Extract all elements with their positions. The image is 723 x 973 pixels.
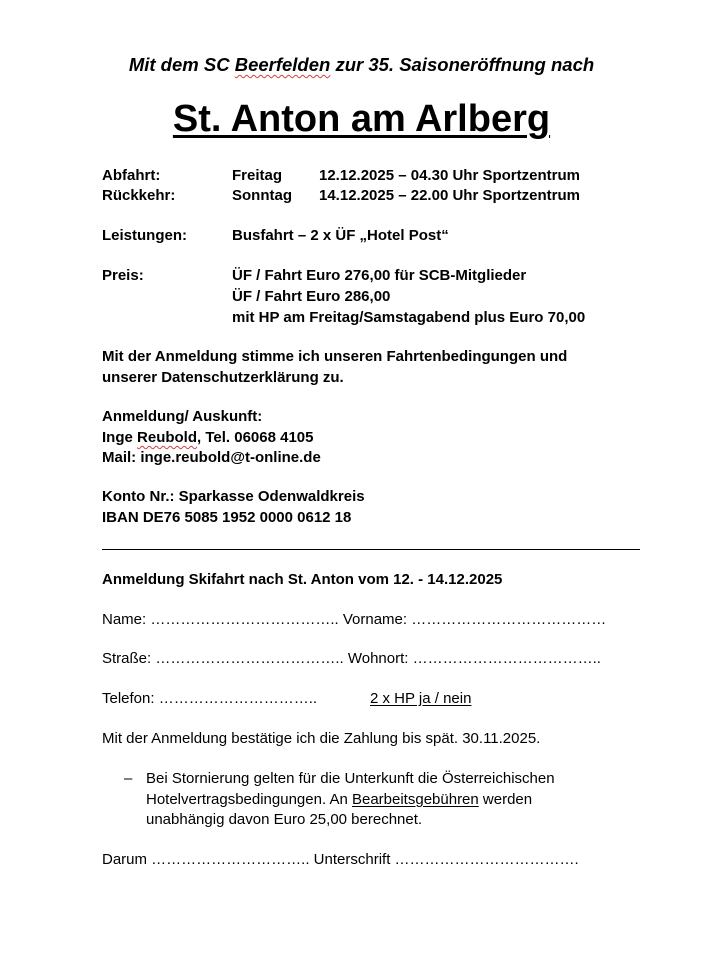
- subtitle-prefix: Mit dem SC: [128, 54, 235, 75]
- signature-line[interactable]: Darum ………………………….. Unterschrift ……………………………….: [102, 851, 579, 868]
- contact-name-phone: [102, 429, 314, 447]
- departure-day: Freitag: [232, 167, 283, 184]
- contact-surname: Reubold: [137, 429, 198, 446]
- return-detail: 14.12.2025 – 22.00 Uhr Sportzentrum: [319, 187, 580, 204]
- cancellation-line-1: Bei Stornierung gelten für die Unterkunft die Österreichischen: [146, 770, 555, 787]
- return-day: Sonntag: [232, 187, 292, 204]
- subtitle-club-name: Beerfelden: [234, 54, 331, 75]
- price-label: Preis:: [102, 267, 144, 284]
- contact-first-name: Inge: [102, 429, 138, 446]
- page-title: St. Anton am Arlberg: [172, 98, 551, 140]
- cancellation-line-2-suffix: werden: [478, 791, 533, 808]
- subtitle-suffix: zur 35. Saisoneröffnung nach: [330, 54, 595, 75]
- cancellation-line-2-prefix: Hotelvertragsbedingungen. An: [146, 791, 352, 808]
- consent-line-1: Mit der Anmeldung stimme ich unseren Fahrtenbedingungen und: [102, 348, 568, 365]
- payment-confirmation: Mit der Anmeldung bestätige ich die Zahlung bis spät. 30.11.2025.: [102, 730, 541, 747]
- return-label: Rückkehr:: [102, 187, 176, 204]
- contact-phone: , Tel. 06068 4105: [197, 429, 314, 446]
- cancellation-fees-word: Bearbeitsgebühren: [351, 791, 479, 808]
- phone-field-line[interactable]: Telefon: …………………………..: [102, 690, 318, 707]
- subtitle: [0, 54, 723, 76]
- bank-account: Konto Nr.: Sparkasse Odenwaldkreis: [102, 488, 365, 505]
- half-board-option[interactable]: 2 x HP ja / nein: [370, 690, 472, 707]
- contact-heading: Anmeldung/ Auskunft:: [102, 408, 263, 425]
- form-heading: Anmeldung Skifahrt nach St. Anton vom 12. - 14.12.2025: [102, 571, 503, 588]
- services-label: Leistungen:: [102, 227, 187, 244]
- price-line-2: ÜF / Fahrt Euro 286,00: [232, 288, 391, 305]
- bank-iban: IBAN DE76 5085 1952 0000 0612 18: [102, 509, 352, 526]
- services-value: Busfahrt – 2 x ÜF „Hotel Post“: [232, 227, 449, 244]
- street-field-line[interactable]: Straße: ……………………………….. Wohnort: ………………………………..: [102, 650, 601, 667]
- cancellation-line-3: unabhängig davon Euro 25,00 berechnet.: [146, 811, 423, 828]
- contact-mail: Mail: inge.reubold@t-online.de: [102, 449, 321, 466]
- section-divider: [102, 549, 640, 550]
- price-line-1: ÜF / Fahrt Euro 276,00 für SCB-Mitglieder: [232, 267, 527, 284]
- name-field-line[interactable]: Name: ……………………………….. Vorname: …………………………………: [102, 611, 607, 628]
- departure-detail: 12.12.2025 – 04.30 Uhr Sportzentrum: [319, 167, 580, 184]
- bullet-dash: –: [124, 770, 133, 787]
- departure-label: Abfahrt:: [102, 167, 161, 184]
- consent-line-2: unserer Datenschutzerklärung zu.: [102, 369, 344, 386]
- cancellation-line-2: [146, 791, 532, 809]
- price-line-3: mit HP am Freitag/Samstagabend plus Euro 70,00: [232, 309, 586, 326]
